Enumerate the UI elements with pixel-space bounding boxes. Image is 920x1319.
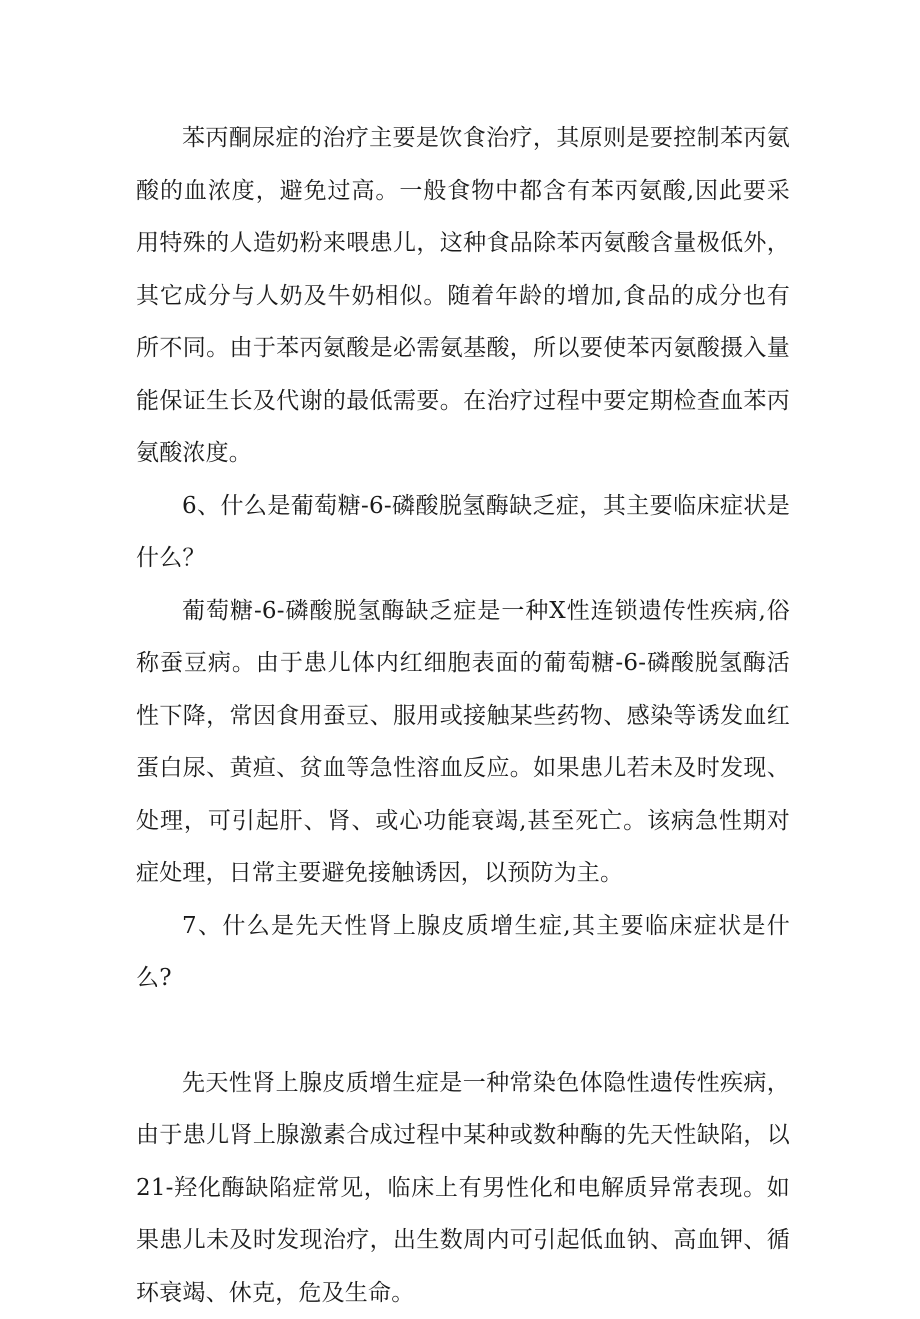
paragraph-pku-treatment: 苯丙酮尿症的治疗主要是饮食治疗，其原则是要控制苯丙氨酸的血浓度，避免过高。一般食物中都含有苯丙氨酸,因此要采用特殊的人造奶粉来喂患儿，这种食品除苯丙氨酸含量极低外，其它成分与人奶及牛奶相似。随着年龄的增加,食品的成分也有所不同。由于苯丙氨酸是必需氨基酸，所以要使苯丙氨酸摄入量能保证生长及代谢的最低需要。在治疗过程中要定期检查血苯丙氨酸浓度。 <box>136 112 790 480</box>
question-cah: 7、什么是先天性肾上腺皮质增生症,其主要临床症状是什么? <box>136 900 790 1005</box>
paragraph-g6pd-answer: 葡萄糖-6-磷酸脱氢酶缺乏症是一种X性连锁遗传性疾病,俗称蚕豆病。由于患儿体内红细胞表面的葡萄糖-6-磷酸脱氢酶活性下降，常因食用蚕豆、服用或接触某些药物、感染等诱发血红蛋白尿、黄疸、贫血等急性溶血反应。如果患儿若未及时发现、处理，可引起肝、肾、或心功能衰竭,甚至死亡。该病急性期对症处理，日常主要避免接触诱因，以预防为主。 <box>136 585 790 900</box>
document-body <box>136 112 790 1319</box>
paragraph-cah-answer: 先天性肾上腺皮质增生症是一种常染色体隐性遗传性疾病，由于患儿肾上腺激素合成过程中某种或数种酶的先天性缺陷，以21-羟化酶缺陷症常见，临床上有男性化和电解质异常表现。如果患儿未及时发现治疗，出生数周内可引起低血钠、高血钾、循环衰竭、休克，危及生命。 <box>136 1057 790 1319</box>
question-g6pd: 6、什么是葡萄糖-6-磷酸脱氢酶缺乏症，其主要临床症状是什么？ <box>136 480 790 585</box>
